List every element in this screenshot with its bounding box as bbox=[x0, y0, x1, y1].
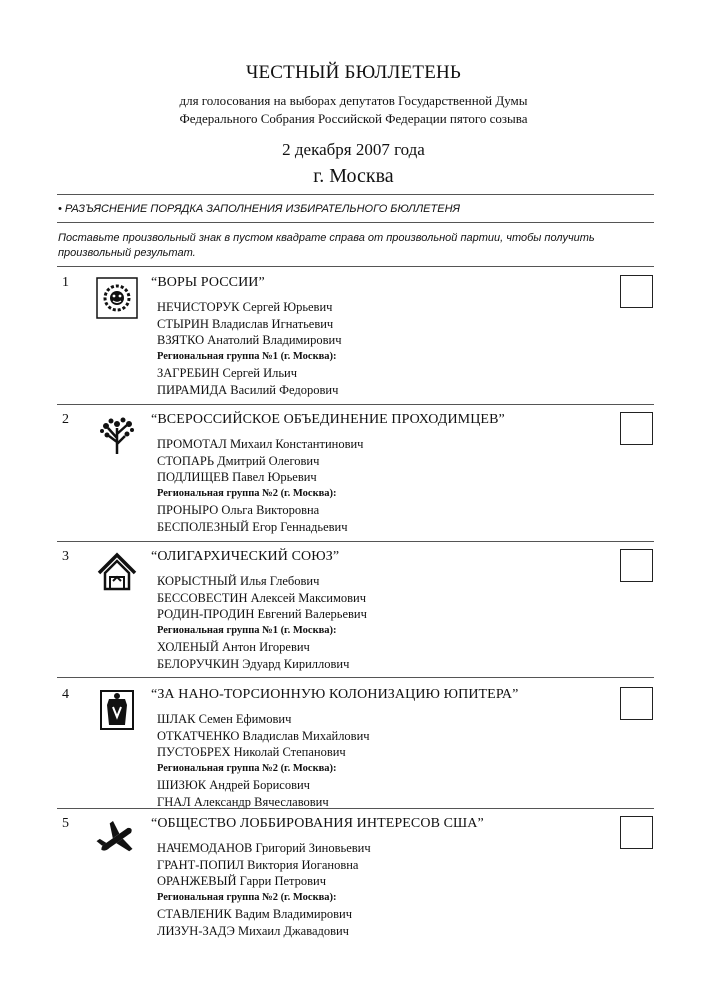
airplane-icon bbox=[96, 818, 138, 860]
regional-group-label: Региональная группа №2 (г. Москва): bbox=[157, 487, 337, 499]
candidate: ОРАНЖЕВЫЙ Гарри Петрович bbox=[157, 874, 327, 888]
party-name: “ОБЩЕСТВО ЛОББИРОВАНИЯ ИНТЕРЕСОВ США” bbox=[151, 816, 484, 831]
candidate: НАЧЕМОДАНОВ Григорий Зиновьевич bbox=[157, 841, 371, 855]
candidate: РОДИН-ПРОДИН Евгений Валерьевич bbox=[157, 607, 367, 621]
regional-candidate: ЛИЗУН-ЗАДЭ Михаил Джавадович bbox=[157, 923, 349, 938]
party-name: “ЗА НАНО-ТОРСИОННУЮ КОЛОНИЗАЦИЮ ЮПИТЕРА” bbox=[151, 687, 519, 702]
party-number: 5 bbox=[62, 816, 69, 831]
divider bbox=[57, 194, 654, 195]
regional-candidate: ЗАГРЕБИН Сергей Ильич bbox=[157, 366, 298, 380]
divider bbox=[57, 541, 654, 542]
vote-checkbox[interactable] bbox=[620, 816, 653, 849]
candidate: ШЛАК Семен Ефимович bbox=[157, 712, 292, 726]
instructions-text: Поставьте произвольный знак в пустом квадрате справа от произвольной партии, чтобы получить произвольный результат. bbox=[58, 232, 595, 259]
party-number: 4 bbox=[62, 687, 69, 702]
divider bbox=[57, 808, 654, 809]
regional-candidate: ХОЛЕНЫЙ Антон Игоревич bbox=[157, 640, 310, 654]
house-icon bbox=[96, 551, 138, 593]
election-city: г. Москва bbox=[313, 165, 394, 187]
candidate: ОТКАТЧЕНКО Владислав Михайлович bbox=[157, 728, 370, 743]
ballot-subtitle-line1: для голосования на выборах депутатов Государственной Думы bbox=[179, 93, 528, 108]
party-number: 1 bbox=[62, 275, 69, 290]
candidate: НЕЧИСТОРУК Сергей Юрьевич bbox=[157, 300, 333, 314]
party-number: 2 bbox=[62, 412, 69, 427]
ballot-title: ЧЕСТНЫЙ БЮЛЛЕТЕНЬ bbox=[245, 62, 462, 83]
candidate: СТОПАРЬ Дмитрий Олегович bbox=[157, 453, 320, 468]
party-name: “ОЛИГАРХИЧЕСКИЙ СОЮЗ” bbox=[151, 549, 340, 564]
regional-candidate: БЕСПОЛЕЗНЫЙ Егор Геннадьевич bbox=[157, 519, 348, 534]
regional-candidate: БЕЛОРУЧКИН Эдуард Кириллович bbox=[157, 656, 350, 671]
jar-icon bbox=[96, 689, 138, 731]
vote-checkbox[interactable] bbox=[620, 275, 653, 308]
candidate: ВЗЯТКО Анатолий Владимирович bbox=[157, 333, 342, 347]
regional-candidate: ПИРАМИДА Василий Федорович bbox=[157, 382, 339, 397]
divider bbox=[57, 677, 654, 678]
tree-icon bbox=[96, 414, 138, 456]
candidate: ПОДЛИЩЕВ Павел Юрьевич bbox=[157, 470, 317, 484]
party-name: “ВСЕРОССИЙСКОЕ ОБЪЕДИНЕНИЕ ПРОХОДИМЦЕВ” bbox=[151, 412, 505, 427]
candidate: КОРЫСТНЫЙ Илья Глебович bbox=[157, 574, 320, 588]
candidate: ПУСТОБРЕХ Николай Степанович bbox=[157, 745, 346, 759]
regional-group-label: Региональная группа №2 (г. Москва): bbox=[157, 762, 337, 774]
regional-group-label: Региональная группа №1 (г. Москва): bbox=[157, 350, 337, 362]
divider bbox=[57, 266, 654, 267]
candidate: ГРАНТ-ПОПИЛ Виктория Иогановна bbox=[157, 857, 359, 872]
party-number: 3 bbox=[62, 549, 69, 564]
ballot-subtitle-line2: Федерального Собрания Российской Федерации пятого созыва bbox=[179, 111, 528, 126]
lion-icon bbox=[96, 277, 138, 319]
regional-group-label: Региональная группа №2 (г. Москва): bbox=[157, 891, 337, 903]
regional-candidate: ШИЗЮК Андрей Борисович bbox=[157, 778, 310, 792]
candidate-list bbox=[157, 573, 367, 672]
candidate: ПРОМОТАЛ Михаил Константинович bbox=[157, 437, 364, 451]
candidate: СТЫРИН Владислав Игнатьевич bbox=[157, 316, 334, 331]
regional-candidate: ГНАЛ Александр Вячеславович bbox=[157, 794, 329, 809]
explanation-link[interactable]: • РАЗЪЯСНЕНИЕ ПОРЯДКА ЗАПОЛНЕНИЯ ИЗБИРАТЕЛЬНОГО БЮЛЛЕТЕНЯ bbox=[58, 203, 461, 215]
regional-group-label: Региональная группа №1 (г. Москва): bbox=[157, 624, 337, 636]
candidate-list bbox=[157, 436, 363, 535]
divider bbox=[57, 222, 654, 223]
vote-checkbox[interactable] bbox=[620, 687, 653, 720]
party-name: “ВОРЫ РОССИИ” bbox=[151, 275, 265, 290]
candidate-list bbox=[157, 840, 371, 939]
vote-checkbox[interactable] bbox=[620, 549, 653, 582]
election-date: 2 декабря 2007 года bbox=[282, 140, 425, 159]
divider bbox=[57, 404, 654, 405]
candidate-list bbox=[157, 711, 370, 810]
candidate: БЕССОВЕСТИН Алексей Максимович bbox=[157, 590, 366, 605]
regional-candidate: СТАВЛЕНИК Вадим Владимирович bbox=[157, 907, 352, 921]
candidate-list bbox=[157, 299, 342, 398]
regional-candidate: ПРОНЫРО Ольга Викторовна bbox=[157, 503, 320, 517]
vote-checkbox[interactable] bbox=[620, 412, 653, 445]
